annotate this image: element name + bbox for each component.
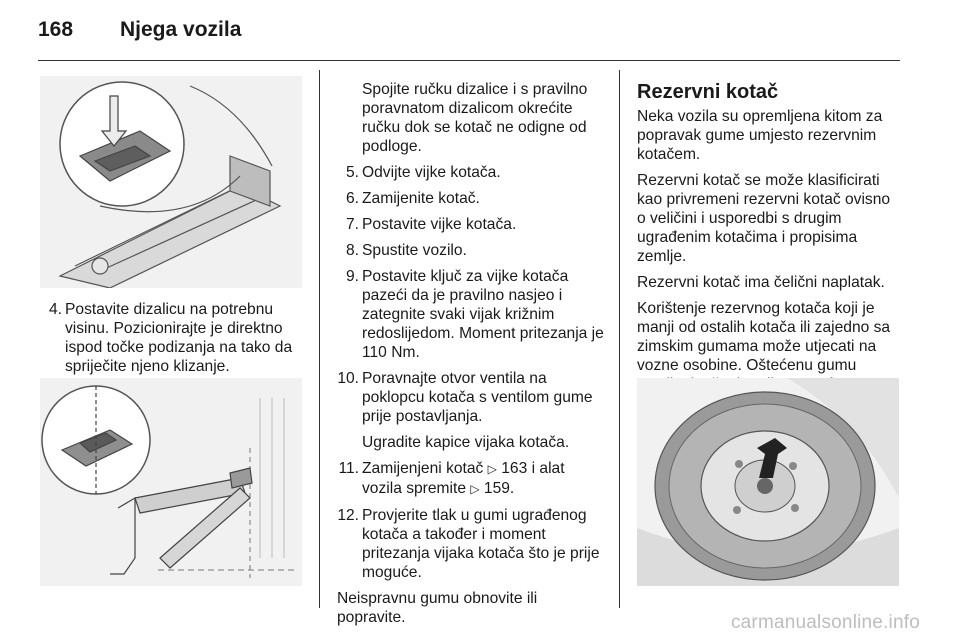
list-item: 8. Spustite vozilo. <box>345 242 467 259</box>
step-note: Ugradite kapice vijaka kotača. <box>362 434 570 451</box>
closing-note: Neispravnu gumu obnovite ili popravite. <box>337 590 538 626</box>
page-title: Njega vozila <box>120 18 242 41</box>
paragraph: Rezervni kotač se može klasificirati kao privremeni rezervni kotač ovisno o veličini i usporedbi s drugim ugrađenim kotačima i propisima zemlje. <box>637 172 891 265</box>
right-column-text <box>637 80 902 401</box>
figure-jack-lifting-point <box>40 76 302 288</box>
middle-column-text <box>337 80 605 634</box>
procedure-intro: Spojite ručku dizalice i s pravilno poravnatom dizalicom okrećite ručku dok se kotač ne odigne od podloge. <box>362 81 588 155</box>
section-heading: Rezervni kotač <box>637 81 779 103</box>
list-item: 7. Postavite vijke kotača. <box>345 216 517 233</box>
left-column-text <box>40 300 305 383</box>
reference-arrow-icon: ▷ <box>487 462 497 476</box>
reference-arrow-icon: ▷ <box>470 482 480 496</box>
list-item: 11. Zamijenjeni kotač ▷ 163 i alat vozila spremite ▷ 159. <box>338 460 565 497</box>
header-rule <box>38 60 900 61</box>
list-item: 4. Postavite dizalicu na potrebnu visinu. Pozicionirajte je direktno ispod točke podizanja na tako da spriječite njeno klizanje. <box>48 301 293 375</box>
column-divider-1 <box>319 70 320 608</box>
paragraph: Neka vozila su opremljena kitom za popravak gume umjesto rezervnim kotačem. <box>637 108 883 163</box>
list-item: 12. Provjerite tlak u gumi ugrađenog kotača a također i moment pritezanja vijaka kotača što je prije moguće. <box>337 507 600 581</box>
page-header <box>38 18 241 42</box>
list-item: 9. Postavite ključ za vijke kotača pazeći da je pravilno nasjeo i zategnite svaki vijak križnim redoslijedom. Moment pritezanja je 110 Nm. <box>345 268 604 361</box>
figure-jack-position <box>40 378 302 586</box>
paragraph: Korištenje rezervnog kotača koji je manji od ostalih kotača ili zajedno sa zimskim gumama može utjecati na vozne osobine. Oštećenu gumu <box>637 300 891 374</box>
figure-spare-wheel <box>637 378 899 586</box>
paragraph: Rezervni kotač ima čelični naplatak. <box>637 274 885 291</box>
list-item: 6. Zamijenite kotač. <box>345 190 480 207</box>
list-item: 5. Odvijte vijke kotača. <box>345 164 501 181</box>
column-divider-2 <box>619 70 620 608</box>
page-number: 168 <box>38 18 74 41</box>
list-item: 10. Poravnajte otvor ventila na poklopcu kotača s ventilom gume prije postavljanja. Ugradite kapice vijaka kotača. <box>337 369 605 452</box>
watermark: carmanualsonline.info <box>730 612 920 633</box>
